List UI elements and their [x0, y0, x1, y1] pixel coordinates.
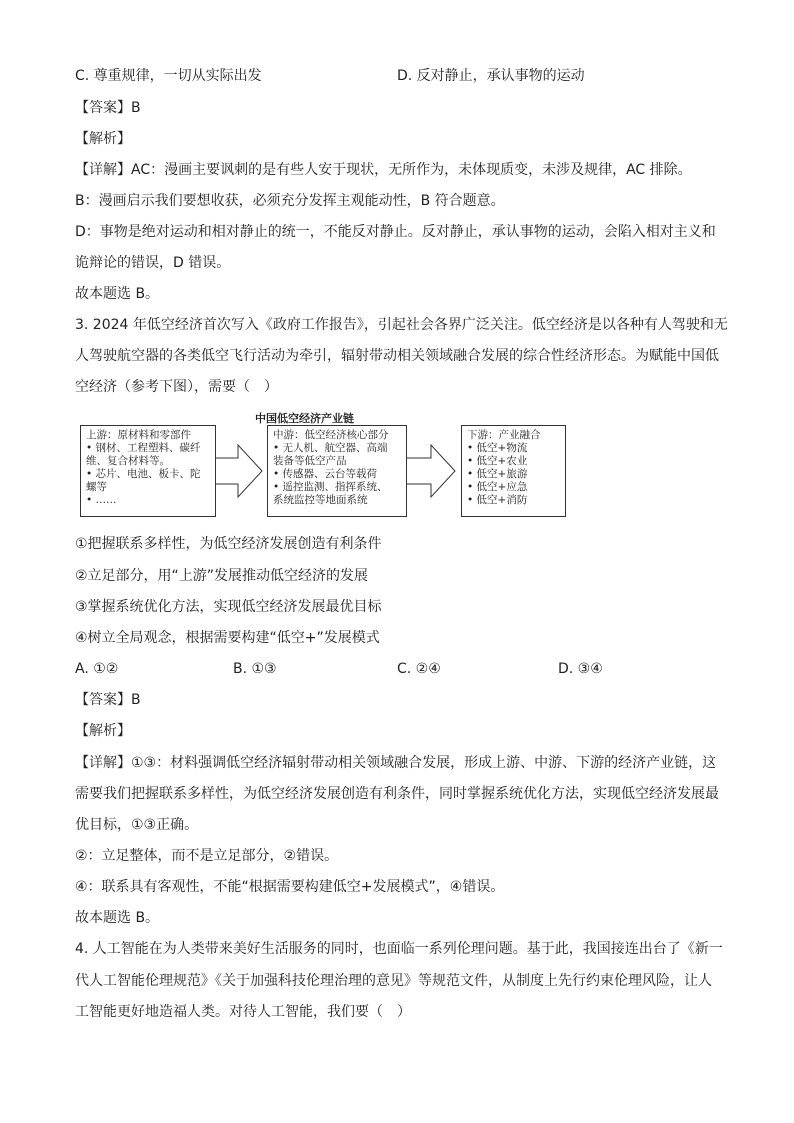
- midstream-line: • 无人机、航空器、高端: [273, 442, 388, 454]
- downstream-line: • 低空+农业: [467, 455, 528, 467]
- detail-line: 需要我们把握联系多样性，为低空经济发展创造有利条件，同时掌握系统优化方法，实现低空经济发展最: [75, 786, 719, 802]
- downstream-line: • 低空+应急: [467, 481, 528, 493]
- midstream-box: [267, 425, 407, 517]
- detail-line: 【详解】①③：材料强调低空经济辐射带动相关领域融合发展，形成上游、中游、下游的经济产业链，这: [75, 755, 717, 771]
- detail-line: 优目标，①③正确。: [75, 817, 199, 833]
- option-b: B. ①③: [233, 661, 277, 677]
- midstream-line: • 传感器、云台等载荷: [273, 468, 378, 480]
- upstream-line: • ……: [86, 494, 117, 506]
- option-d: D. ③④: [558, 661, 603, 677]
- question-4-stem: 代人工智能伦理规范》《关于加强科技伦理治理的意见》等规范文件，从制度上先行约束伦理风险，让人: [75, 973, 712, 989]
- answer-label: 【答案】B: [75, 100, 141, 116]
- analysis-label: 【解析】: [75, 723, 131, 739]
- option-c: C. ②④: [397, 661, 441, 677]
- arrow-midstream-to-downstream: [406, 445, 455, 497]
- midstream-line: 中游：低空经济核心部分: [273, 429, 389, 441]
- detail-line: ②：立足整体，而不是立足部分，②错误。: [75, 848, 339, 864]
- statement-2: ②立足部分，用“上游”发展推动低空经济的发展: [75, 568, 369, 584]
- downstream-line: 下游：产业融合: [467, 429, 541, 441]
- midstream-line: • 遥控监测、指挥系统、: [273, 481, 388, 493]
- detail-line: 诡辩论的错误，D 错误。: [75, 255, 231, 271]
- detail-line: ④：联系具有客观性，不能“根据需要构建低空+发展模式”，④错误。: [75, 879, 505, 895]
- upstream-line: • 钢材、工程塑料、碳纤: [86, 442, 201, 454]
- detail-line: 【详解】AC：漫画主要讽刺的是有些人安于现状，无所作为，未体现质变，未涉及规律，AC 排除。: [75, 162, 692, 178]
- upstream-line: • 芯片、电池、板卡、陀: [86, 468, 201, 480]
- detail-line: D：事物是绝对运动和相对静止的统一，不能反对静止。反对静止，承认事物的运动，会陷入相对主义和: [75, 224, 716, 240]
- question-3-stem: 空经济（参考下图），需要（ ）: [75, 379, 278, 395]
- statement-4: ④树立全局观念，根据需要构建“低空+”发展模式: [75, 630, 380, 646]
- conclusion: 故本题选 B。: [75, 286, 160, 302]
- midstream-line: 系统监控等地面系统: [273, 494, 368, 506]
- statement-1: ①把握联系多样性，为低空经济发展创造有利条件: [75, 536, 382, 552]
- question-4-stem: 4. 人工智能在为人类带来美好生活服务的同时，也面临一系列伦理问题。基于此，我国接连出台了《新一: [75, 941, 723, 957]
- downstream-line: • 低空+物流: [467, 442, 528, 454]
- upstream-line: 维、复合材料等。: [86, 455, 170, 467]
- statement-3: ③掌握系统优化方法，实现低空经济发展最优目标: [75, 599, 382, 615]
- question-4-stem: 工智能更好地造福人类。对待人工智能，我们要（ ）: [75, 1004, 411, 1020]
- analysis-label: 【解析】: [75, 131, 131, 147]
- option-a: A. ①②: [75, 661, 119, 677]
- option-d: D. 反对静止，承认事物的运动: [397, 68, 585, 84]
- question-3-stem: 人驾驶航空器的各类低空飞行活动为牵引，辐射带动相关领域融合发展的综合性经济形态。为赋能中国低: [75, 348, 719, 364]
- downstream-line: • 低空+消防: [467, 494, 528, 506]
- detail-line: B：漫画启示我们要想收获，必须充分发挥主观能动性，B 符合题意。: [75, 193, 505, 209]
- diagram-title: 中国低空经济产业链: [255, 412, 354, 425]
- arrow-upstream-to-midstream: [213, 445, 262, 497]
- upstream-line: 上游：原材料和零部件: [86, 429, 191, 441]
- upstream-line: 螺等: [86, 481, 107, 493]
- conclusion: 故本题选 B。: [75, 910, 160, 926]
- answer-label: 【答案】B: [75, 692, 141, 708]
- downstream-line: • 低空+旅游: [467, 468, 528, 480]
- option-c: C. 尊重规律，一切从实际出发: [75, 68, 262, 84]
- question-3-stem: 3. 2024 年低空经济首次写入《政府工作报告》，引起社会各界广泛关注。低空经济是以各种有人驾驶和无: [75, 317, 728, 333]
- midstream-line: 装备等低空产品: [273, 455, 347, 467]
- upstream-box: [80, 425, 216, 517]
- downstream-box: [461, 425, 566, 517]
